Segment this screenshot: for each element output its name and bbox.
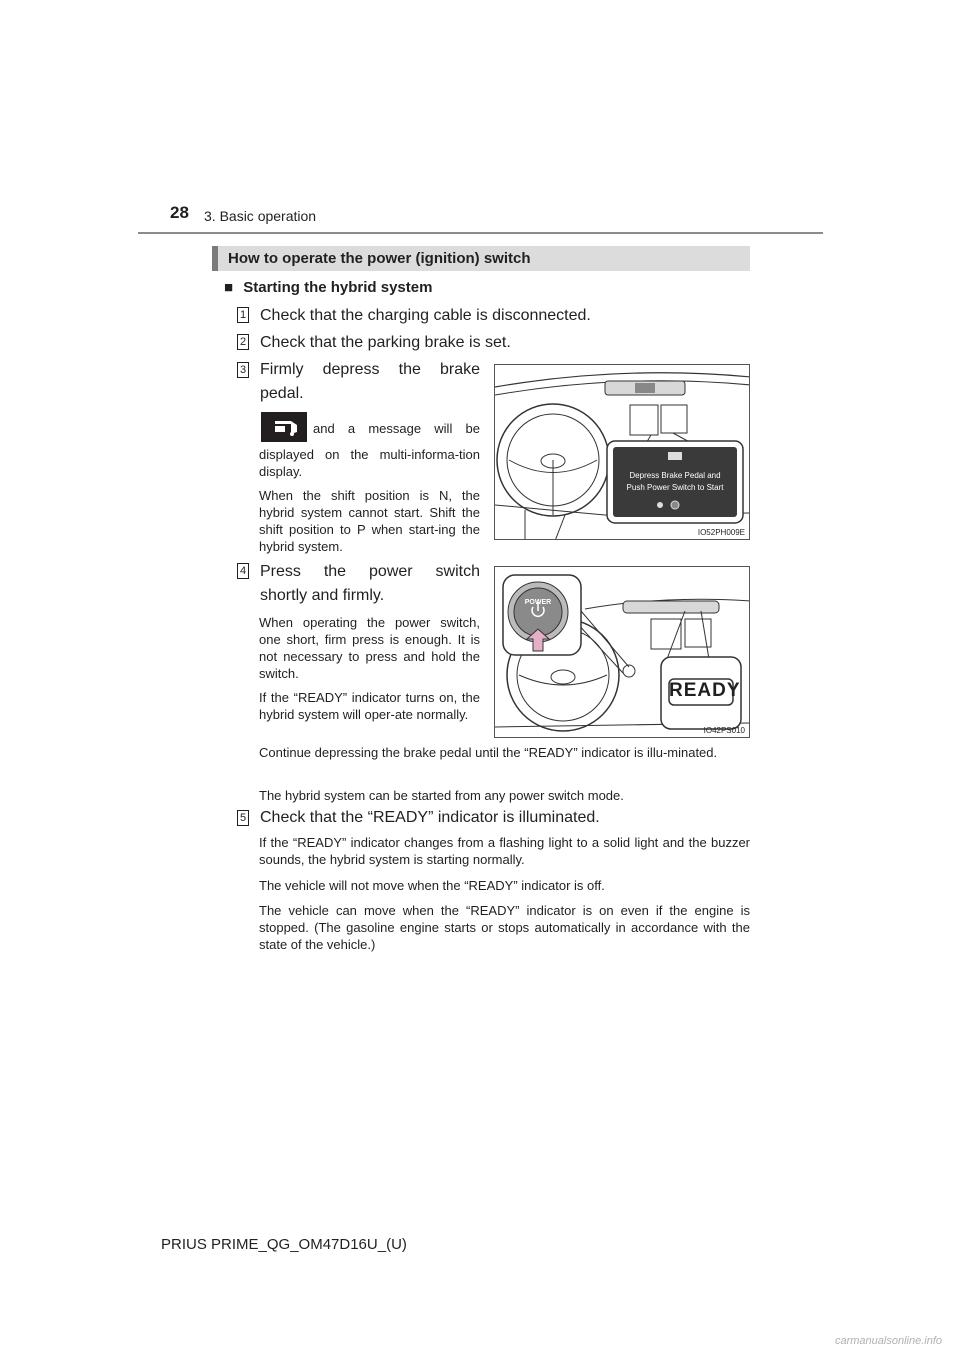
step-3-note-1: displayed on the multi-informa-tion display. — [259, 447, 480, 479]
step-5-note-1: If the “READY” indicator changes from a flashing light to a solid light and the buzzer sounds, the hybrid system is starting normally. — [259, 835, 750, 867]
step-number-3: 3 — [237, 362, 249, 378]
step-text-3b: pedal. — [260, 385, 304, 402]
subsection-marker: ■ — [224, 279, 234, 296]
step-text-5: Check that the “READY” indicator is illuminated. — [260, 809, 600, 826]
step-5-note-2: The vehicle will not move when the “READY” indicator is off. — [259, 878, 605, 893]
step-3-note-inline: and a message will be — [313, 421, 480, 436]
subsection-heading — [224, 279, 432, 296]
step-text-4b: shortly and firmly. — [260, 587, 385, 604]
power-switch-illustration — [495, 567, 750, 738]
step-4-note-4: The hybrid system can be started from any power switch mode. — [259, 788, 624, 803]
subsection-title: Starting the hybrid system — [243, 279, 433, 296]
dashboard-message-figure — [494, 364, 750, 540]
step-text-4a: Press the power switch — [260, 563, 480, 580]
step-4-note-3: Continue depressing the brake pedal until the “READY” indicator is illu-minated. — [259, 745, 718, 760]
display-message-line1: Depress Brake Pedal and — [629, 471, 721, 480]
power-switch-figure — [494, 566, 750, 738]
page-number: 28 — [170, 203, 189, 222]
step-number-5: 5 — [237, 810, 249, 826]
power-button-label: POWER — [524, 599, 552, 606]
step-4-note-2: If the “READY” indicator turns on, the hybrid system will oper-ate normally. — [259, 690, 480, 722]
footer-model-code: PRIUS PRIME_QG_OM47D16U_(U) — [161, 1236, 407, 1253]
step-number-2: 2 — [237, 334, 249, 350]
step-number-4: 4 — [237, 563, 249, 579]
step-number-1: 1 — [237, 307, 249, 323]
step-text-2: Check that the parking brake is set. — [260, 334, 511, 351]
chapter-title: 3. Basic operation — [204, 208, 317, 224]
figure-code: IO52PH009E — [697, 528, 745, 537]
step-3-note-2: When the shift position is N, the hybrid system cannot start. Shift the shift position to P when start-ing the hybrid system. — [259, 488, 480, 554]
step-5-note-3: The vehicle can move when the “READY” indicator is on even if the engine is stopped. (The gasoline engine starts or stops automatically in accordance with the state of the vehicle.) — [259, 903, 750, 952]
dashboard-illustration — [495, 365, 750, 540]
step-text-1: Check that the charging cable is disconnected. — [260, 307, 591, 324]
figure-code: IO42PS010 — [703, 726, 745, 735]
section-heading — [212, 246, 750, 271]
section-title: How to operate the power (ignition) switch — [228, 250, 531, 267]
brake-pedal-icon — [261, 412, 307, 442]
step-text-3a: Firmly depress the brake — [260, 361, 480, 378]
display-message-line2: Push Power Switch to Start — [626, 483, 724, 492]
step-4-note-1: When operating the power switch, one short, firm press is enough. It is not necessary to press and hold the switch. — [259, 615, 480, 681]
header-divider — [138, 232, 823, 234]
watermark: carmanualsonline.info — [834, 1335, 942, 1347]
ready-indicator: READY — [669, 680, 741, 701]
